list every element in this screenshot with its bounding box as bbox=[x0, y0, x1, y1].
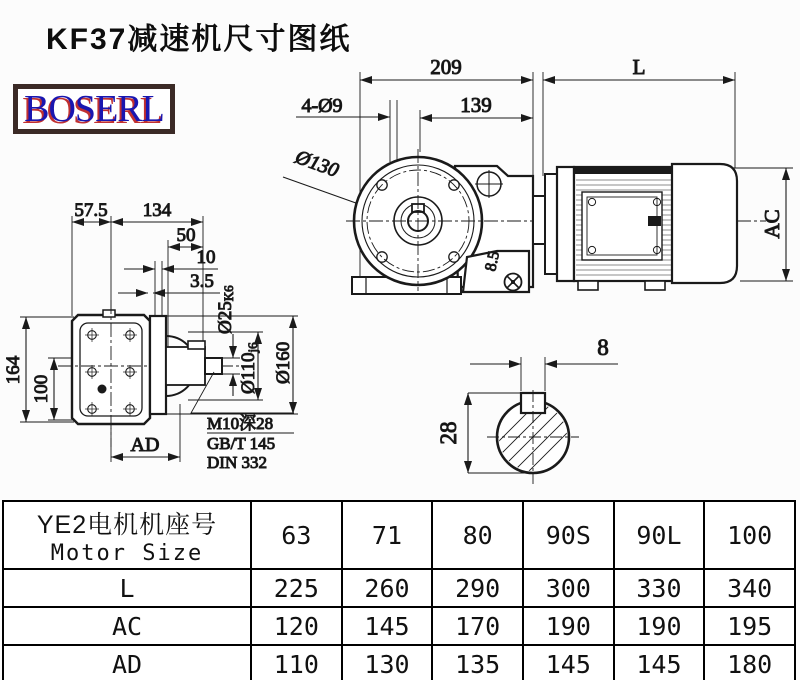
cell-AD-63: 110 bbox=[251, 645, 342, 680]
cell-AD-80: 135 bbox=[432, 645, 523, 680]
cell-L-63: 225 bbox=[251, 569, 342, 607]
dim-134: 134 bbox=[142, 200, 172, 221]
cell-AD-71: 130 bbox=[342, 645, 433, 680]
table-row-AD bbox=[3, 645, 795, 680]
cell-L-80: 290 bbox=[432, 569, 523, 607]
motor-size-label-en: Motor Size bbox=[50, 540, 204, 566]
table-row-L bbox=[3, 569, 795, 607]
dim-flange-dia: Ø160 bbox=[273, 341, 294, 384]
table-row-AC bbox=[3, 607, 795, 645]
cell-L-90l: 330 bbox=[614, 569, 705, 607]
motor-size-label-zh: YE2电机机座号 bbox=[36, 510, 218, 539]
dim-shaft-dia: Ø25K6 bbox=[215, 285, 236, 334]
note-tap: M10深28 bbox=[207, 414, 274, 433]
row-label-L: L bbox=[3, 569, 251, 607]
cell-AD-90l: 145 bbox=[614, 645, 705, 680]
dim-57-5: 57.5 bbox=[74, 200, 108, 221]
brand-logo-text: BOSERL bbox=[24, 88, 164, 130]
dim-AD: AD bbox=[130, 434, 160, 456]
dim-139: 139 bbox=[460, 93, 492, 117]
dim-50: 50 bbox=[176, 225, 196, 246]
dim-164: 164 bbox=[3, 355, 24, 385]
dim-100: 100 bbox=[31, 374, 52, 404]
col-motor-80: 80 bbox=[432, 501, 523, 569]
row-label-AC: AC bbox=[3, 607, 251, 645]
cell-L-100: 340 bbox=[704, 569, 795, 607]
shaft-section-detail bbox=[436, 335, 618, 487]
top-assembly-view bbox=[283, 55, 793, 294]
note-din-standard: DIN 332 bbox=[207, 453, 267, 472]
dim-spigot-dia: Ø110j6 bbox=[238, 342, 260, 394]
page-title: KF37减速机尺寸图纸 bbox=[46, 23, 352, 56]
motor-size-table bbox=[2, 500, 796, 680]
dim-AC: AC bbox=[760, 209, 784, 239]
dim-8-5: 8.5 bbox=[482, 249, 504, 273]
table-row-header bbox=[3, 501, 251, 569]
dim-209: 209 bbox=[430, 55, 462, 79]
cell-AC-71: 145 bbox=[342, 607, 433, 645]
col-motor-100: 100 bbox=[704, 501, 795, 569]
cell-AC-90l: 190 bbox=[614, 607, 705, 645]
dim-10: 10 bbox=[196, 247, 216, 268]
dim-L: L bbox=[632, 55, 646, 79]
label-4-holes: 4-Ø9 bbox=[301, 95, 343, 117]
cell-AD-100: 180 bbox=[704, 645, 795, 680]
cell-AC-100: 195 bbox=[704, 607, 795, 645]
motor-side-view bbox=[574, 164, 737, 290]
cell-L-90s: 300 bbox=[523, 569, 614, 607]
screw-icon bbox=[505, 274, 522, 291]
cell-L-71: 260 bbox=[342, 569, 433, 607]
col-motor-90l: 90L bbox=[614, 501, 705, 569]
table-header-row bbox=[3, 501, 795, 569]
cell-AD-90s: 145 bbox=[523, 645, 614, 680]
side-view bbox=[3, 200, 298, 472]
col-motor-63: 63 bbox=[251, 501, 342, 569]
dim-shaft-height: 28 bbox=[436, 421, 461, 445]
row-label-AD: AD bbox=[3, 645, 251, 680]
dim-3-5: 3.5 bbox=[190, 271, 214, 292]
note-gb-standard: GB/T 145 bbox=[207, 434, 276, 453]
cell-AC-63: 120 bbox=[251, 607, 342, 645]
cell-AC-90s: 190 bbox=[523, 607, 614, 645]
label-flange-dia: Ø130 bbox=[292, 146, 342, 182]
col-motor-90s: 90S bbox=[523, 501, 614, 569]
col-motor-71: 71 bbox=[342, 501, 433, 569]
dim-key-width: 8 bbox=[597, 335, 609, 360]
cell-AC-80: 170 bbox=[432, 607, 523, 645]
